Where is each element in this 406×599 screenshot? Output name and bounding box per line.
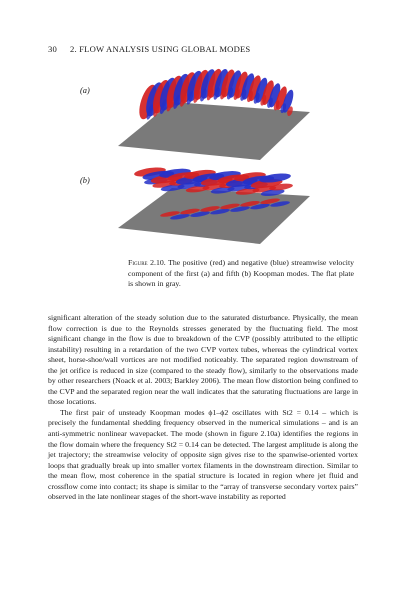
page-number: 30 <box>48 44 57 54</box>
caption-label: Figure 2.10. <box>128 258 166 267</box>
paragraph: The first pair of unsteady Koopman modes ϕ1–ϕ2 oscillates with St2 = 0.14 – which is precisely the fundamental shedding frequency observed in the numerical simulations – and is an anti-symmetric nonlinear wavepacket. The mode (shown in figure 2.10a) identifies the regions in the flow domain where the frequency St2 = 0.14 can be detected. The largest amplitude is along the jet trajectory; the streamwise velocity of opposite sign gives rise to the spanwise-oriented vortex loops that gradually break up into smaller vortex filaments in the downstream direction. Similar to the mean flow, most coherence in the spatial structure is located in region where jet fluid and crossflow come into contact; its shape is similar to the “array of transverse secondary vortex pairs” observed in the late nonlinear stages of the short-wave instability as reported <box>48 407 358 502</box>
figure-panel-b <box>110 148 310 248</box>
paragraph: significant alteration of the steady solution due to the saturated disturbance. Physically, the mean flow correction is due to the Reynolds stresses generated by the fluctuating field. The most significant change in the flow is due to breakdown of the CVP (possibly attributed to the elliptic instability) resulting in a retardation of the two CVP vortex tubes, whereas the cylindrical vortex sheet, horse-shoe/wall vortices are not modified noticeably. The separated region downstream of the jet orifice is reduced in size (compared to the steady flow), similarly to the observations made by other researchers (Noack et al. 2003; Barkley 2006). The mean flow distortion being confined to the CVP and the separated region near the wall indicates that the saturating fluctuations are large in those locations. <box>48 313 358 407</box>
panel-a-label: (a) <box>80 86 90 95</box>
figure-panel-a <box>110 62 310 160</box>
figure-caption <box>128 258 354 290</box>
panel-b-label: (b) <box>80 176 90 185</box>
caption-text: The positive (red) and negative (blue) streamwise velocity component of the first (a) and fifth (b) Koopman modes. The flat plate is shown in gray. <box>128 258 355 289</box>
body-text <box>48 313 358 503</box>
running-title: 2. FLOW ANALYSIS USING GLOBAL MODES <box>70 44 251 54</box>
flat-plate <box>118 188 310 244</box>
